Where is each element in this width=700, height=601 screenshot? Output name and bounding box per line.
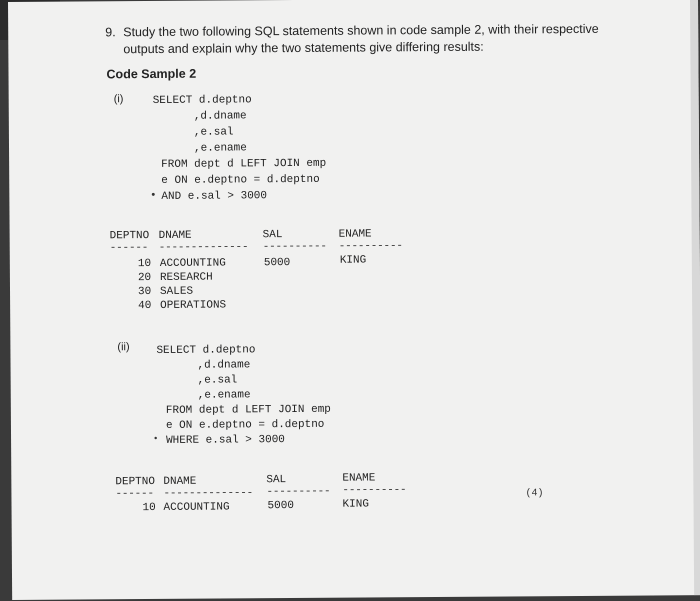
code-sample-title: Code Sample 2 (106, 66, 197, 82)
header-underline: ---------- (342, 484, 407, 497)
exam-page (8, 0, 700, 600)
question-text-line1: Study the two following SQL statements shown in code sample 2, with their respective (123, 21, 599, 40)
sql-line: FROM dept d LEFT JOIN emp (165, 403, 331, 417)
question-text-line2: outputs and explain why the two statements give differing results: (123, 39, 484, 57)
sql-line: SELECT d.deptno (152, 94, 252, 107)
sql-line: SELECT d.deptno (156, 344, 256, 357)
cell-dname: SALES (159, 285, 194, 298)
statement-label-i: (i) (113, 93, 124, 106)
column-header-deptno: DEPTNO (109, 230, 150, 243)
page-edge (690, 0, 700, 595)
cell-sal: 5000 (263, 257, 291, 270)
cell-deptno: 10 (137, 258, 152, 271)
header-underline: -------------- (163, 487, 254, 500)
sql-line: ,e.sal (197, 374, 238, 387)
cell-dname: OPERATIONS (160, 299, 227, 312)
sql-line: WHERE e.sal > 3000 (166, 434, 285, 447)
cell-deptno: 40 (138, 300, 152, 313)
sql-line: ,e.ename (193, 142, 247, 155)
sql-line: ,d.dname (197, 359, 251, 372)
cell-dname: ACCOUNTING (163, 501, 230, 514)
column-header-dname: DNAME (158, 229, 192, 242)
cell-deptno: 20 (137, 272, 152, 285)
cell-deptno: 30 (137, 286, 152, 299)
header-underline: ------ (115, 487, 154, 501)
sql-line: FROM dept d LEFT JOIN emp (161, 157, 327, 171)
cell-ename: KING (339, 254, 367, 267)
header-underline: ------ (109, 242, 149, 255)
column-header-ename: ENAME (342, 472, 376, 485)
cell-dname: ACCOUNTING (159, 257, 226, 270)
header-underline: ---------- (338, 240, 403, 253)
sql-line: ,e.sal (193, 126, 234, 139)
column-header-sal: SAL (262, 229, 283, 242)
column-header-sal: SAL (266, 474, 287, 487)
sql-line: e ON e.deptno = d.deptno (165, 418, 325, 432)
column-header-deptno: DEPTNO (115, 475, 156, 489)
cell-deptno: 10 (142, 501, 156, 515)
cell-sal: 5000 (267, 500, 294, 513)
question-number: 9. (105, 25, 116, 40)
bullet-mark: • (151, 188, 156, 202)
sql-line: ,e.ename (197, 389, 251, 402)
sql-line: ,d.dname (193, 110, 247, 123)
marks-allocation: (4) (525, 488, 544, 500)
column-header-dname: DNAME (163, 475, 197, 488)
cell-dname: RESEARCH (159, 271, 213, 284)
header-underline: ---------- (266, 485, 331, 499)
statement-label-ii: (ii) (117, 341, 130, 354)
sql-line: e ON e.deptno = d.deptno (161, 173, 320, 187)
bullet-mark: • (154, 432, 158, 443)
sql-line: AND e.sal > 3000 (161, 190, 268, 203)
column-header-ename: ENAME (338, 228, 372, 241)
header-underline: -------------- (158, 241, 249, 254)
cell-ename: KING (342, 498, 369, 511)
header-underline: ---------- (262, 240, 327, 254)
